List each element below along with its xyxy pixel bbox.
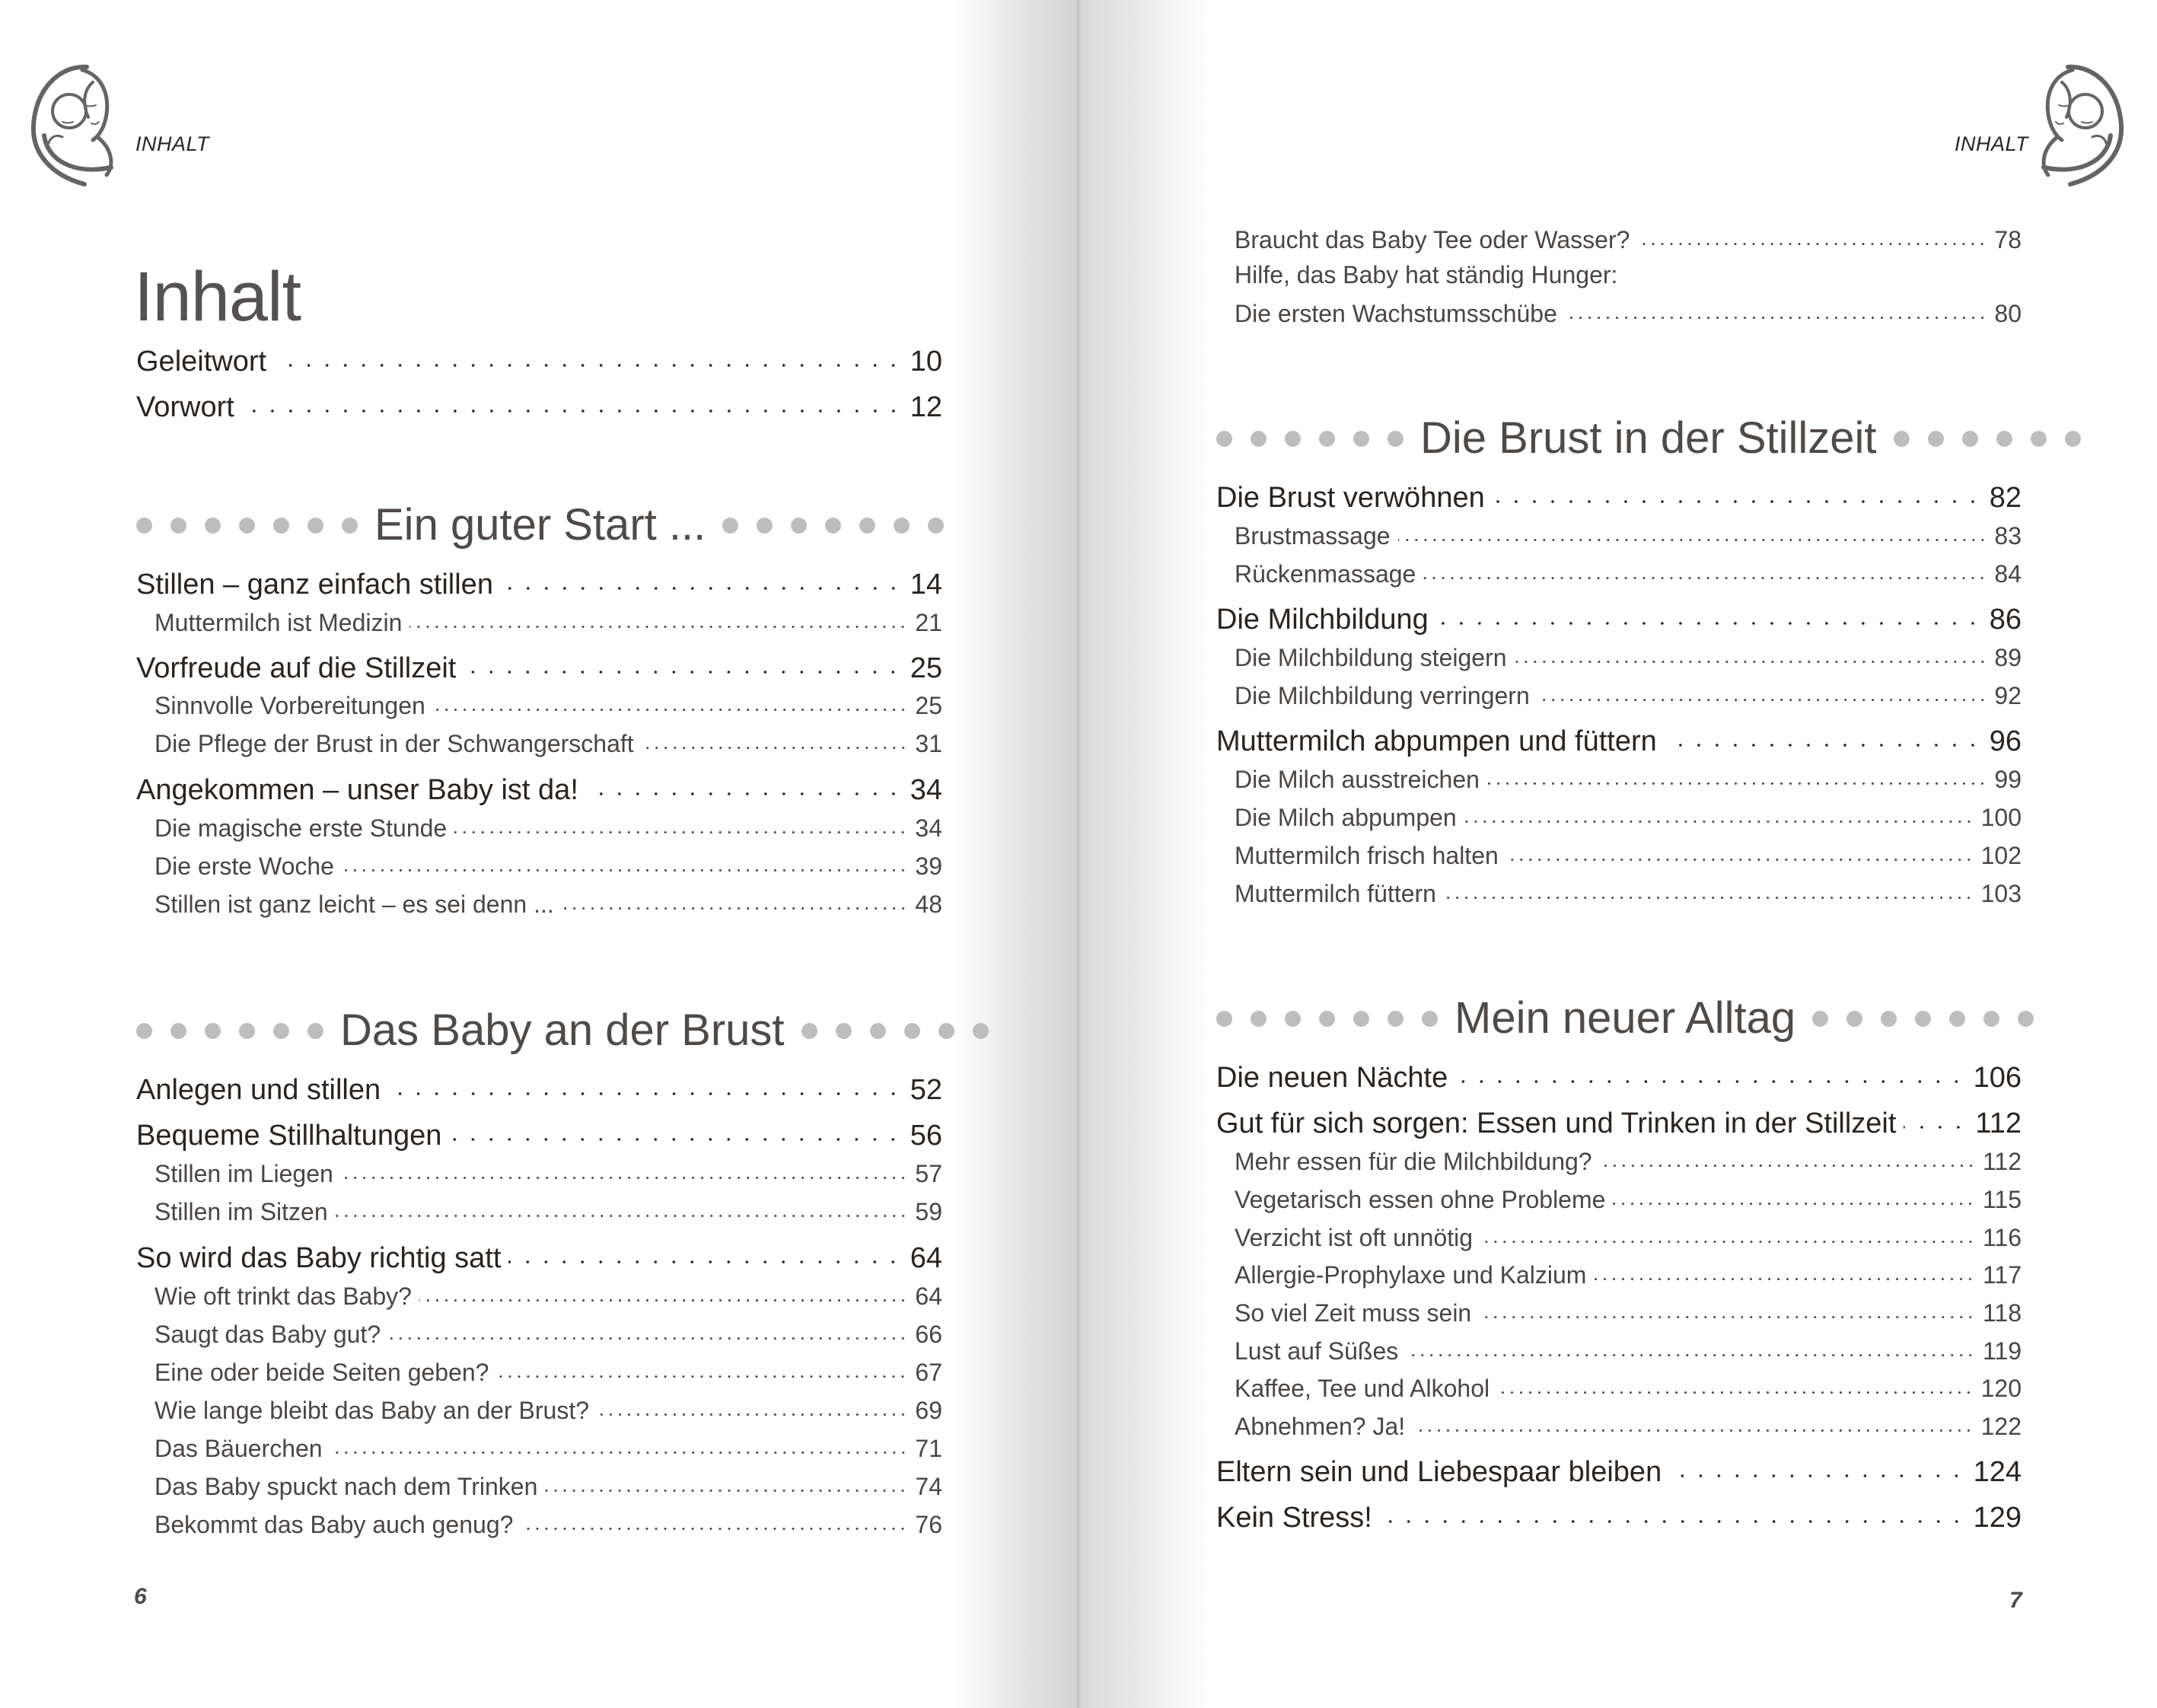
dot-leader <box>642 728 908 752</box>
toc-subentry[interactable] <box>136 1356 942 1386</box>
toc-subentry[interactable] <box>136 888 942 918</box>
toc-page-number: 84 <box>1994 560 2022 588</box>
toc-page-number: 69 <box>915 1397 942 1424</box>
decorative-dots-left <box>1216 1011 1438 1027</box>
toc-page-number: 34 <box>915 814 942 842</box>
dot-icon <box>801 1023 817 1039</box>
toc-page-number: 12 <box>910 391 942 423</box>
dot-icon <box>1388 1011 1403 1027</box>
toc-subentry[interactable] <box>136 1280 942 1310</box>
toc-page-number: 64 <box>910 1242 942 1274</box>
toc-entry-title: Stillen im Liegen <box>155 1160 333 1187</box>
toc-page-number: 118 <box>1982 1299 2022 1327</box>
toc-entry-title: Geleitwort <box>136 346 267 378</box>
toc-entry-title: Verzicht ist oft unnötig <box>1235 1224 1474 1251</box>
dot-icon <box>870 1023 886 1039</box>
toc-page-number: 122 <box>1980 1413 2022 1440</box>
dot-icon <box>2018 1011 2034 1027</box>
toc-subentry[interactable] <box>136 1158 942 1187</box>
toc-page-number: 52 <box>910 1074 942 1106</box>
toc-entry[interactable] <box>136 1238 942 1274</box>
toc-page-number: 115 <box>1982 1186 2022 1213</box>
dot-leader <box>1537 680 1987 704</box>
dot-leader <box>1600 1146 1975 1170</box>
dot-icon <box>1928 431 1944 447</box>
toc-entry-title: Die erste Woche <box>155 852 334 880</box>
dot-leader <box>274 342 903 371</box>
toc-entry[interactable] <box>1216 600 2022 636</box>
dot-icon <box>1216 431 1232 447</box>
dot-icon <box>273 1023 289 1039</box>
toc-subentry[interactable] <box>1216 840 2022 869</box>
dot-leader <box>1479 1297 1975 1321</box>
toc-entry-title: Allergie-Prophylaxe und Kalzium <box>1235 1261 1587 1289</box>
dot-leader <box>1480 1222 1975 1246</box>
toc-subentry[interactable] <box>1216 1259 2022 1289</box>
dot-leader <box>342 850 907 875</box>
dot-leader <box>1613 1184 1975 1208</box>
dot-leader <box>1904 1104 1967 1133</box>
toc-page-number: 129 <box>1973 1502 2022 1534</box>
dot-leader <box>1506 840 1974 864</box>
toc-entry[interactable] <box>136 565 942 601</box>
toc-subentry[interactable] <box>1216 1335 2022 1365</box>
dot-icon <box>1319 1011 1335 1027</box>
toc-subentry[interactable] <box>1216 520 2022 550</box>
toc-entry-title: Lust auf Süßes <box>1235 1337 1399 1365</box>
toc-subentry[interactable] <box>136 728 942 757</box>
running-head-right: INHALT <box>1955 132 2029 155</box>
toc-entry-title: Vorfreude auf die Stillzeit <box>136 652 457 684</box>
toc-entry-title: Brustmassage <box>1235 522 1391 550</box>
section-heading <box>136 1000 942 1061</box>
decorative-dots-right <box>1812 1011 2034 1027</box>
toc-subentry[interactable] <box>136 1394 942 1424</box>
mother-and-baby-icon <box>27 61 130 186</box>
toc-entry[interactable] <box>136 342 942 378</box>
dot-leader <box>501 565 903 594</box>
section-heading <box>136 495 942 556</box>
dot-icon <box>170 518 186 534</box>
toc-page-number: 39 <box>915 852 942 880</box>
toc-entry-title: Rückenmassage <box>1235 560 1416 588</box>
toc-page-number: 67 <box>915 1359 942 1386</box>
toc-page-number: 116 <box>1982 1224 2022 1251</box>
section-title: Die Brust in der Stillzeit <box>1420 413 1877 463</box>
dot-icon <box>136 518 152 534</box>
dot-icon <box>307 518 323 534</box>
dot-icon <box>1353 431 1369 447</box>
dot-leader <box>1464 801 1974 826</box>
dot-icon <box>342 518 358 534</box>
dot-icon <box>1285 431 1301 447</box>
dot-icon <box>273 518 289 534</box>
toc-page-number: 83 <box>1994 522 2022 550</box>
toc-entry-title: Die Brust verwöhnen <box>1216 482 1485 514</box>
dot-leader <box>1565 298 1987 322</box>
dot-leader <box>562 888 908 913</box>
toc-page-number: 76 <box>915 1511 942 1538</box>
dot-icon <box>1319 431 1335 447</box>
toc-entry-title: Gut für sich sorgen: Essen und Trinken in der Stillzeit <box>1216 1107 1897 1139</box>
dot-leader <box>341 1158 908 1182</box>
toc-subentry[interactable] <box>1216 1184 2022 1213</box>
dot-icon <box>757 518 773 534</box>
toc-subentry[interactable] <box>136 1432 942 1462</box>
toc-entry[interactable] <box>136 1116 942 1152</box>
toc-subentry[interactable] <box>136 690 942 719</box>
mother-and-baby-icon <box>2025 61 2127 186</box>
toc-entry[interactable] <box>1216 1498 2022 1534</box>
toc-entry-title: So viel Zeit muss sein <box>1235 1299 1472 1327</box>
section-title: Das Baby an der Brust <box>340 1005 785 1055</box>
toc-subentry[interactable] <box>1216 261 2022 288</box>
dot-icon <box>836 1023 852 1039</box>
toc-page-number: 119 <box>1982 1337 2022 1365</box>
dot-icon <box>1881 1011 1897 1027</box>
dot-leader <box>388 1318 907 1343</box>
toc-subentry[interactable] <box>1216 298 2022 327</box>
toc-page-number: 25 <box>910 652 942 684</box>
toc-entry[interactable] <box>136 1070 942 1106</box>
page-number-right: 7 <box>2009 1588 2022 1613</box>
toc-entry[interactable] <box>1216 478 2022 514</box>
toc-entry-title: Stillen ist ganz leicht – es sei denn ... <box>155 891 554 918</box>
toc-entry-title: Die ersten Wachstumsschübe <box>1235 300 1557 327</box>
toc-subentry[interactable] <box>1216 801 2022 831</box>
dot-leader <box>597 1394 907 1419</box>
decorative-dots-right <box>722 518 944 534</box>
dot-icon <box>791 518 807 534</box>
toc-subentry[interactable] <box>1216 642 2022 671</box>
toc-page-number: 74 <box>915 1473 942 1500</box>
toc-subentry[interactable] <box>1216 224 2022 253</box>
toc-page-number: 120 <box>1980 1375 2022 1402</box>
toc-subentry[interactable] <box>136 850 942 880</box>
toc-entry-title: Muttermilch abpumpen und füttern <box>1216 725 1657 757</box>
toc-subentry[interactable] <box>1216 1297 2022 1327</box>
dot-icon <box>170 1023 186 1039</box>
toc-entry-title: Das Bäuerchen <box>155 1435 323 1462</box>
toc-entry-title: Wie lange bleibt das Baby an der Brust? <box>155 1397 589 1424</box>
dot-leader <box>1493 478 1982 507</box>
toc-subentry[interactable] <box>1216 1146 2022 1175</box>
toc-entry-title: Die Milch abpumpen <box>1235 804 1457 831</box>
dot-leader <box>586 770 903 799</box>
toc-page-number: 78 <box>1994 226 2022 253</box>
dot-icon <box>825 518 841 534</box>
dot-leader <box>1455 1058 1965 1087</box>
toc-entry-title: Wie oft trinkt das Baby? <box>155 1283 412 1310</box>
toc-entry-title: Braucht das Baby Tee oder Wasser? <box>1235 226 1630 253</box>
toc-page-number: 71 <box>915 1435 942 1462</box>
dot-leader <box>1436 600 1982 629</box>
toc-subentry[interactable] <box>1216 878 2022 907</box>
toc-subentry[interactable] <box>1216 1410 2022 1440</box>
toc-entry-title: Bekommt das Baby auch genug? <box>155 1511 514 1538</box>
dot-icon <box>1846 1011 1862 1027</box>
toc-subentry[interactable] <box>136 1509 942 1538</box>
dot-leader <box>1594 1259 1975 1283</box>
dot-icon <box>2065 431 2081 447</box>
toc-page-number: 59 <box>915 1198 942 1225</box>
decorative-dots-right <box>1894 431 2081 447</box>
toc-entry-title: Vorwort <box>136 391 234 423</box>
toc-entry[interactable] <box>136 387 942 423</box>
dot-leader <box>242 387 903 416</box>
decorative-dots-left <box>136 1023 323 1039</box>
toc-page-number: 34 <box>910 774 942 806</box>
toc-subentry[interactable] <box>1216 558 2022 588</box>
dot-leader <box>545 1471 907 1495</box>
toc-page-number: 10 <box>910 346 942 378</box>
toc-page-number: 102 <box>1980 842 2022 869</box>
dot-leader <box>449 1116 902 1145</box>
dot-icon <box>1388 431 1403 447</box>
section-heading <box>1216 988 2022 1049</box>
toc-page-number: 106 <box>1973 1062 2022 1094</box>
decorative-dots-left <box>136 518 358 534</box>
toc-entry-title: Mehr essen für die Milchbildung? <box>1235 1148 1592 1175</box>
toc-subentry[interactable] <box>136 1196 942 1225</box>
dot-icon <box>307 1023 323 1039</box>
dot-leader <box>454 812 907 836</box>
dot-icon <box>1285 1011 1301 1027</box>
toc-subentry[interactable] <box>1216 680 2022 709</box>
dot-icon <box>859 518 875 534</box>
toc-subentry[interactable] <box>1216 1372 2022 1402</box>
toc-entry-title: Saugt das Baby gut? <box>155 1321 381 1348</box>
section-title: Ein guter Start ... <box>374 500 706 550</box>
toc-subentry[interactable] <box>136 812 942 842</box>
dot-leader <box>388 1070 903 1099</box>
toc-page-number: 64 <box>915 1283 942 1310</box>
toc-page-number: 66 <box>915 1321 942 1348</box>
dot-leader <box>1423 558 1987 582</box>
dot-leader <box>1398 520 1987 544</box>
toc-subentry[interactable] <box>1216 1222 2022 1251</box>
dot-leader <box>521 1509 907 1533</box>
dot-icon <box>205 1023 221 1039</box>
toc-entry-title: Die neuen Nächte <box>1216 1062 1448 1094</box>
toc-page-number: 117 <box>1982 1261 2022 1289</box>
toc-entry-title: Die Milch ausstreichen <box>1235 766 1480 793</box>
book-spine <box>1077 0 1079 1708</box>
dot-icon <box>1996 431 2012 447</box>
dot-leader <box>464 648 902 677</box>
dot-leader <box>1515 642 1987 666</box>
dot-leader <box>1497 1372 1974 1397</box>
toc-page-number: 82 <box>1989 482 2022 514</box>
dot-leader <box>496 1356 907 1381</box>
toc-entry-title: Eltern sein und Liebespaar bleiben <box>1216 1456 1662 1488</box>
toc-entry-title: Muttermilch füttern <box>1235 880 1436 907</box>
toc-entry-title: Angekommen – unser Baby ist da! <box>136 774 578 806</box>
running-head-left: INHALT <box>135 132 210 155</box>
page-title: Inhalt <box>134 257 301 336</box>
toc-entry-title: Hilfe, das Baby hat ständig Hunger: <box>1235 261 1618 288</box>
toc-entry-title: Die magische erste Stunde <box>155 814 448 842</box>
toc-subentry[interactable] <box>1216 763 2022 793</box>
dot-leader <box>409 607 907 631</box>
dot-leader <box>419 1280 907 1305</box>
toc-entry[interactable] <box>1216 1058 2022 1094</box>
toc-entry-title: So wird das Baby richtig satt <box>136 1242 502 1274</box>
toc-page-number: 96 <box>1989 725 2022 757</box>
toc-entry-title: Bequeme Stillhaltungen <box>136 1120 442 1152</box>
toc-entry-title: Stillen – ganz einfach stillen <box>136 569 493 601</box>
dot-leader <box>1665 722 1982 750</box>
dot-icon <box>928 518 944 534</box>
toc-subentry[interactable] <box>136 607 942 636</box>
toc-page-number: 89 <box>1994 644 2022 671</box>
toc-entry-title: Das Baby spuckt nach dem Trinken <box>155 1473 538 1500</box>
toc-page-number: 57 <box>915 1160 942 1187</box>
dot-leader <box>1669 1452 1965 1481</box>
dot-leader <box>1444 878 1974 902</box>
toc-entry[interactable] <box>1216 1104 2022 1139</box>
dot-icon <box>136 1023 152 1039</box>
dot-leader <box>433 690 908 714</box>
toc-entry[interactable] <box>136 770 942 806</box>
section-title: Mein neuer Alltag <box>1454 993 1796 1043</box>
decorative-dots-right <box>801 1023 989 1039</box>
toc-entry-title: Vegetarisch essen ohne Probleme <box>1235 1186 1606 1213</box>
dot-icon <box>1353 1011 1369 1027</box>
decorative-dots-left <box>1216 431 1403 447</box>
toc-entry-title: Die Milchbildung <box>1216 604 1429 636</box>
toc-entry-title: Sinnvolle Vorbereitungen <box>155 692 425 719</box>
toc-page-number: 124 <box>1973 1456 2022 1488</box>
dot-leader <box>1637 224 1987 248</box>
toc-entry[interactable] <box>136 648 942 684</box>
toc-page-number: 48 <box>915 891 942 918</box>
toc-entry-title: Kaffee, Tee und Alkohol <box>1235 1375 1490 1402</box>
dot-leader <box>1380 1498 1966 1527</box>
dot-icon <box>205 518 221 534</box>
toc-page-number: 112 <box>1982 1148 2022 1175</box>
dot-icon <box>2031 431 2047 447</box>
dot-icon <box>894 518 910 534</box>
toc-page-number: 112 <box>1975 1107 2022 1139</box>
toc-entry[interactable] <box>1216 722 2022 757</box>
toc-page-number: 99 <box>1994 766 2022 793</box>
dot-icon <box>1983 1011 1999 1027</box>
toc-entry-title: Eine oder beide Seiten geben? <box>155 1359 489 1386</box>
toc-page-number: 92 <box>1994 682 2022 709</box>
toc-subentry[interactable] <box>136 1471 942 1500</box>
toc-page-number: 25 <box>915 692 942 719</box>
toc-page-number: 86 <box>1989 604 2022 636</box>
toc-entry-title: Muttermilch frisch halten <box>1235 842 1499 869</box>
toc-page-number: 80 <box>1994 300 2022 327</box>
dot-icon <box>1915 1011 1931 1027</box>
dot-leader <box>1487 763 1987 788</box>
dot-icon <box>1251 431 1266 447</box>
toc-entry-title: Muttermilch ist Medizin <box>155 609 403 636</box>
toc-entry-title: Stillen im Sitzen <box>155 1198 328 1225</box>
dot-leader <box>330 1432 908 1457</box>
dot-icon <box>1962 431 1978 447</box>
dot-icon <box>1216 1011 1232 1027</box>
dot-icon <box>1251 1011 1266 1027</box>
dot-icon <box>973 1023 989 1039</box>
dot-icon <box>1894 431 1910 447</box>
toc-subentry[interactable] <box>136 1318 942 1348</box>
toc-entry[interactable] <box>1216 1452 2022 1488</box>
dot-icon <box>1422 1011 1438 1027</box>
toc-page-number: 56 <box>910 1120 942 1152</box>
toc-entry-title: Die Pflege der Brust in der Schwangerschaft <box>155 730 634 757</box>
dot-leader <box>1406 1335 1975 1359</box>
dot-icon <box>1949 1011 1965 1027</box>
dot-leader <box>1413 1410 1973 1435</box>
toc-page-number: 103 <box>1980 880 2022 907</box>
dot-icon <box>904 1023 920 1039</box>
dot-leader <box>336 1196 908 1220</box>
page-number-left: 6 <box>134 1584 147 1609</box>
dot-icon <box>722 518 738 534</box>
toc-entry-title: Abnehmen? Ja! <box>1235 1413 1406 1440</box>
dot-icon <box>938 1023 954 1039</box>
dot-icon <box>1812 1011 1828 1027</box>
dot-icon <box>239 518 255 534</box>
toc-entry-title: Anlegen und stillen <box>136 1074 381 1106</box>
dot-leader <box>508 1238 902 1267</box>
toc-page-number: 14 <box>910 569 942 601</box>
toc-page-number: 100 <box>1980 804 2022 831</box>
section-heading <box>1216 408 2022 469</box>
toc-page-number: 21 <box>915 609 942 636</box>
toc-entry-title: Die Milchbildung steigern <box>1235 644 1507 671</box>
toc-entry-title: Die Milchbildung verringern <box>1235 682 1530 709</box>
toc-entry-title: Kein Stress! <box>1216 1502 1372 1534</box>
toc-page-number: 31 <box>915 730 942 757</box>
dot-icon <box>239 1023 255 1039</box>
